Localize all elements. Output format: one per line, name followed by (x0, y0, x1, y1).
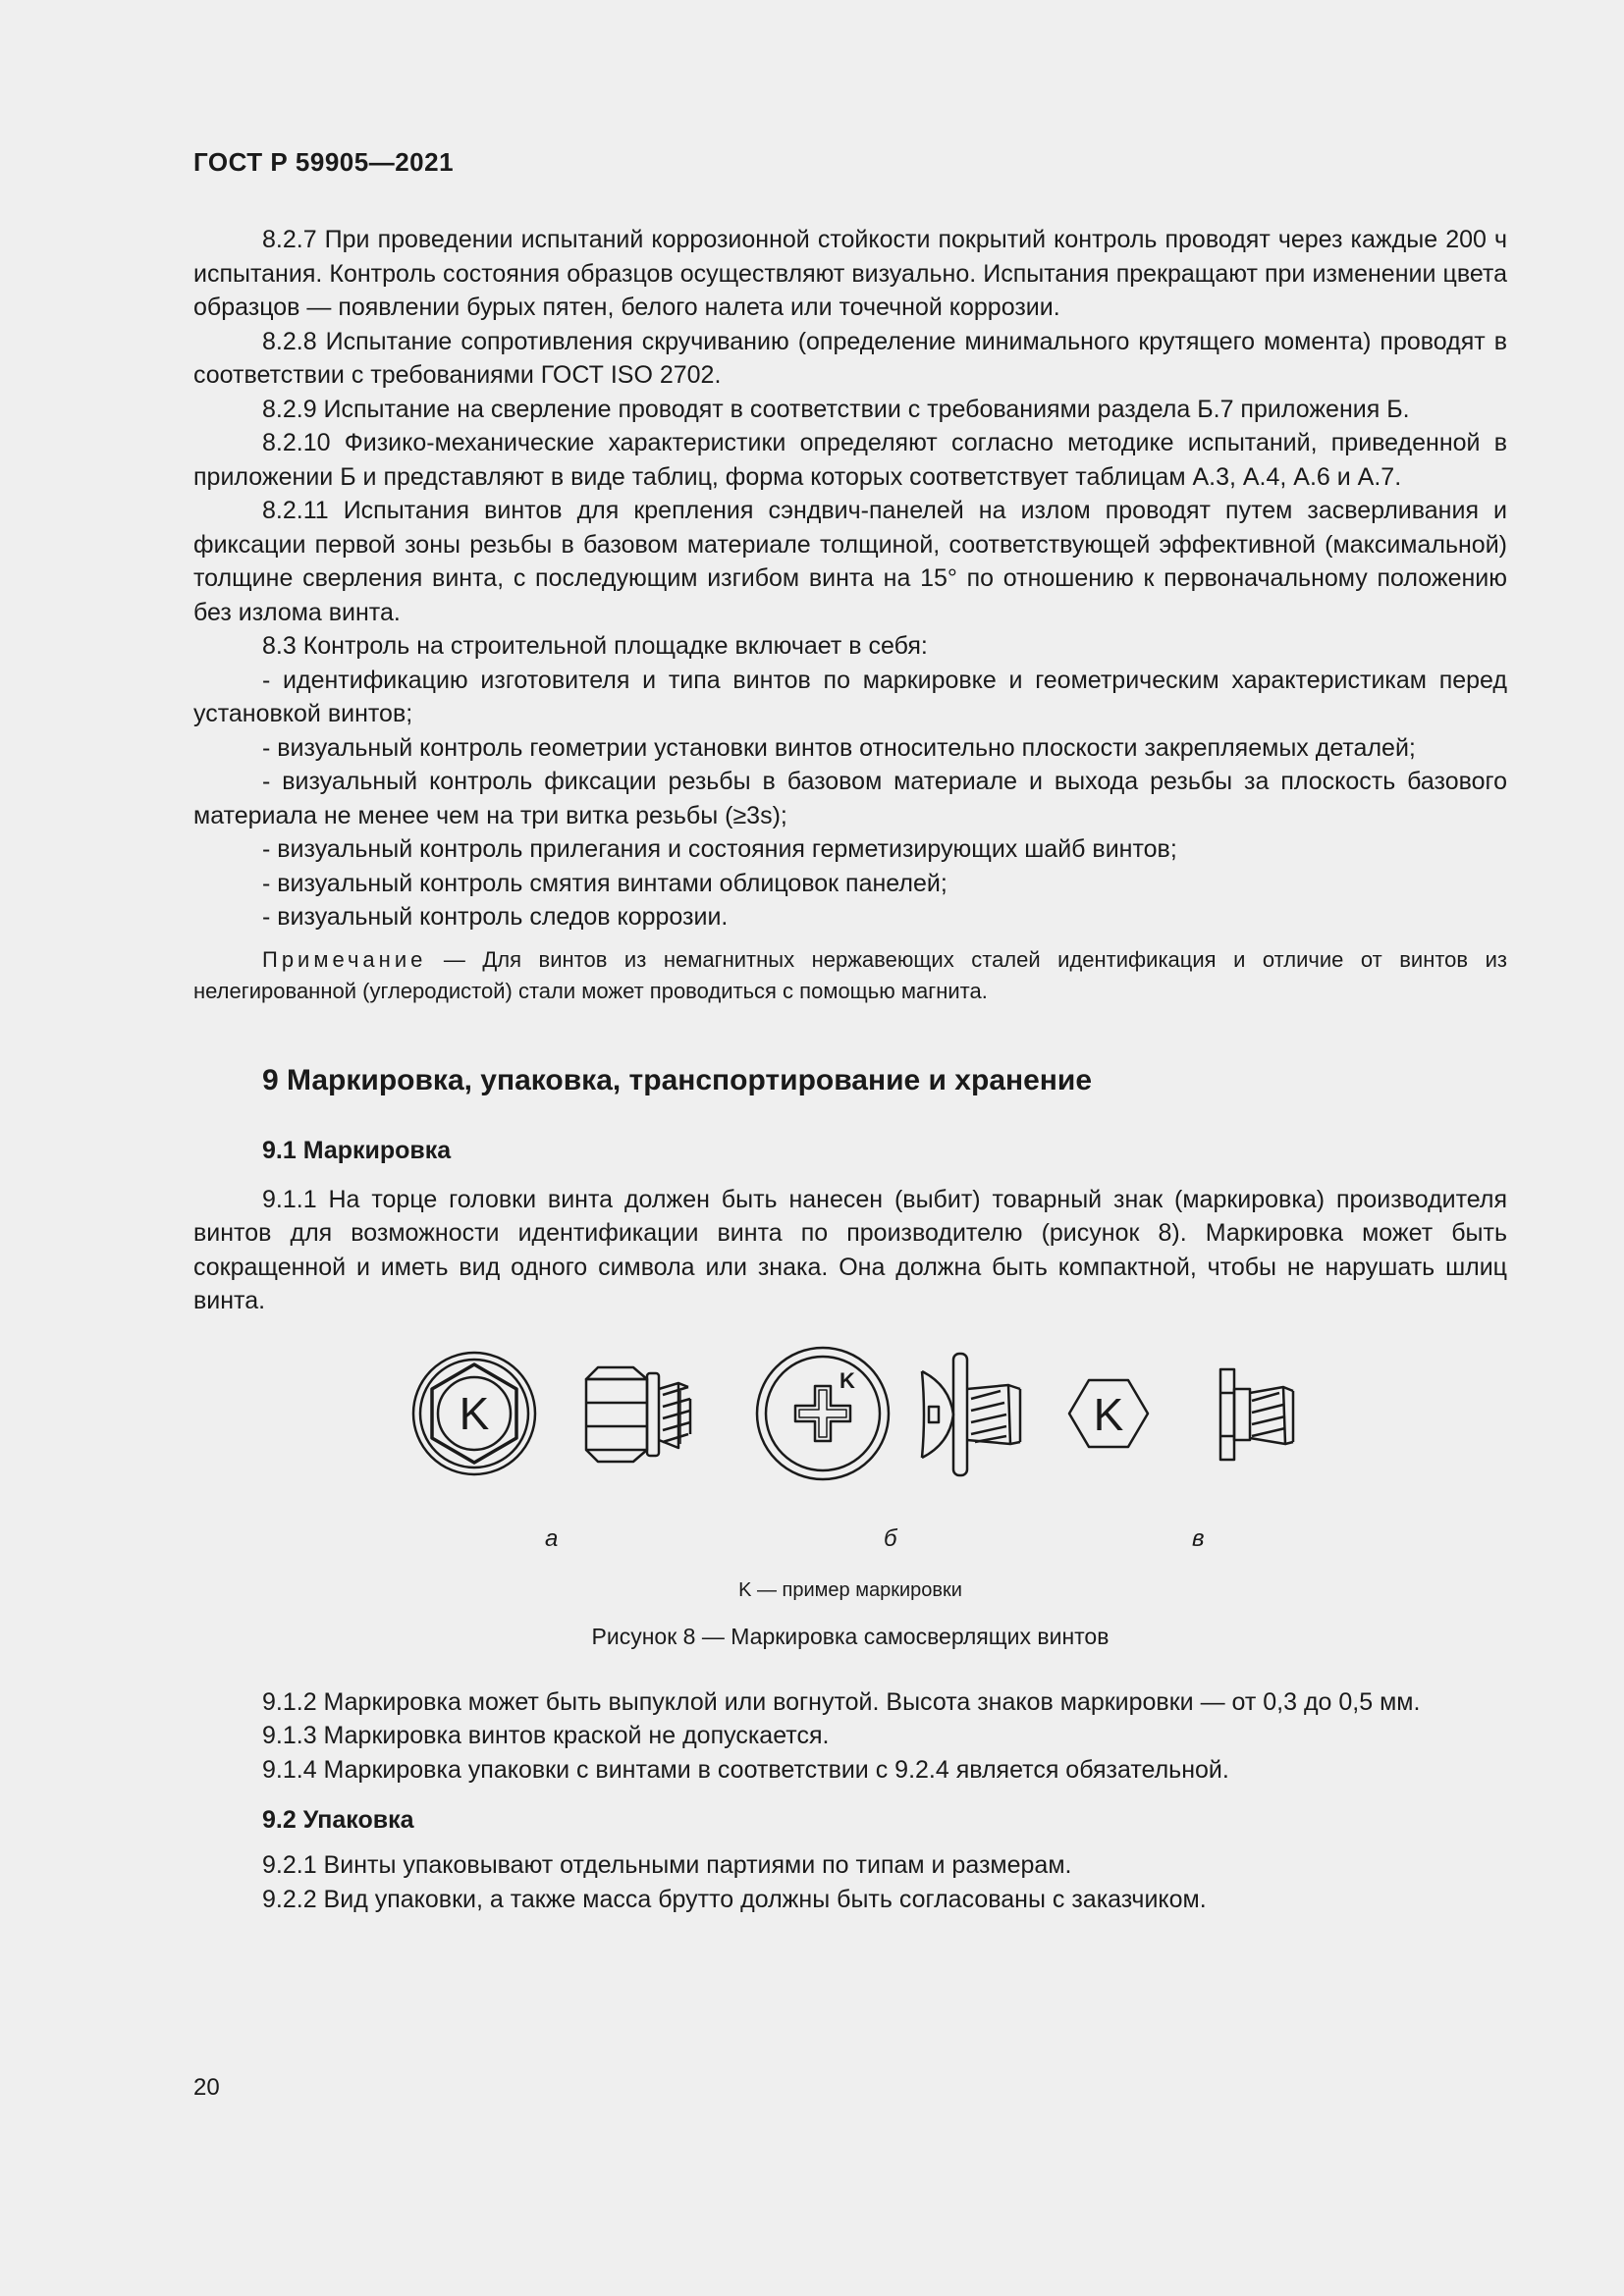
paragraph-9-1-2: 9.1.2 Маркировка может быть выпуклой или вогнутой. Высота знаков маркировки — от 0,3 до 0,5 мм. (262, 1687, 1421, 1716)
mark-letter: K (459, 1387, 490, 1439)
paragraph-8-2-10: 8.2.10 Физико-механические характеристики определяют согласно методике испытаний, приведенной в приложении Б и представляют в виде таблиц, форма которых соответствует таблицам А.3, А.4, А.6 и А.7. (193, 429, 1507, 491)
list-item: - визуальный контроль следов коррозии. (262, 903, 729, 931)
paragraph-8-2-9: 8.2.9 Испытание на сверление проводят в соответствии с требованиями раздела Б.7 приложения Б. (262, 395, 1410, 423)
figure-label-a: а (545, 1524, 559, 1552)
paragraph-8-2-7: 8.2.7 При проведении испытаний коррозионной стойкости покрытий контроль проводят через каждые 200 ч испытания. Контроль состояния образцов осуществляют визуально. Испытания прекращают при изменении цвета образцов — появлении бурых пятен, белого налета или точечной коррозии. (193, 226, 1507, 321)
list-item: - идентификацию изготовителя и типа винтов по маркировке и геометрическим характеристикам перед установкой винтов; (193, 666, 1507, 727)
paragraph-8-2-8: 8.2.8 Испытание сопротивления скручиванию (определение минимального крутящего момента) проводят в соответствии с требованиями ГОСТ ISO 2702. (193, 327, 1507, 389)
figure-8 (193, 1346, 1507, 1570)
screw-c-side-view (1220, 1369, 1293, 1460)
screw-a-head-top-view (413, 1353, 535, 1474)
paragraph-8-3: 8.3 Контроль на строительной площадке включает в себя: (262, 632, 928, 660)
note-text: — Для винтов из немагнитных нержавеющих сталей идентификация и отличие от винтов из нелегированной (углеродистой) стали может проводиться с помощью магнита. (193, 946, 1507, 1003)
figure-caption: Рисунок 8 — Маркировка самосверлящих винтов (591, 1623, 1110, 1649)
list-item: - визуальный контроль геометрии установки винтов относительно плоскости закрепляемых деталей; (262, 733, 1416, 762)
screw-b-side-view (922, 1354, 1020, 1475)
page-content (193, 223, 1507, 1916)
subsection-title-9-2: 9.2 Упаковка (262, 1806, 414, 1834)
screw-drawings (193, 1346, 1507, 1570)
list-item: - визуальный контроль прилегания и состояния герметизирующих шайб винтов; (262, 835, 1177, 863)
screw-b-head-top-view (757, 1348, 889, 1479)
paragraph-9-2-2: 9.2.2 Вид упаковки, а также масса брутто должны быть согласованы с заказчиком. (262, 1885, 1207, 1913)
subsection-title-9-1: 9.1 Маркировка (262, 1136, 452, 1164)
paragraph-9-1-1: 9.1.1 На торце головки винта должен быть нанесен (выбит) товарный знак (маркировка) производителя винтов для возможности идентификации винта по производителю (рисунок 8). Маркировка может быть сокращенной и иметь вид одного символа или знака. Она должна быть компактной, чтобы не нарушать шлиц винта. (193, 1185, 1507, 1314)
list-item: - визуальный контроль фиксации резьбы в базовом материале и выхода резьбы за плоскость базового материала не менее чем на три витка резьбы (≥3s); (193, 768, 1507, 829)
list-item: - визуальный контроль смятия винтами облицовок панелей; (262, 869, 947, 897)
document-header: ГОСТ Р 59905—2021 (193, 147, 455, 177)
screw-c-head-top-view (1069, 1380, 1148, 1447)
paragraph-9-1-4: 9.1.4 Маркировка упаковки с винтами в соответствии с 9.2.4 является обязательной. (262, 1755, 1229, 1784)
page-number: 20 (193, 2074, 220, 2101)
note (193, 944, 1507, 1007)
note-label: Примечание (262, 946, 427, 972)
paragraph-8-2-11: 8.2.11 Испытания винтов для крепления сэндвич-панелей на излом проводят путем засверливания и фиксации первой зоны резьбы в базовом материале толщиной, соответствующей эффективной (максимальной) толщине сверления винта, с последующим изгибом винта на 15° по отношению к первоначальному положению без излома винта. (193, 497, 1507, 626)
screw-a-side-view (586, 1367, 690, 1462)
figure-label-b: б (884, 1524, 897, 1552)
mark-letter: K (1093, 1388, 1124, 1440)
mark-letter: K (839, 1367, 855, 1393)
figure-legend: K — пример маркировки (738, 1578, 962, 1601)
section-title-9: 9 Маркировка, упаковка, транспортирование и хранение (262, 1063, 1093, 1096)
paragraph-9-1-3: 9.1.3 Маркировка винтов краской не допускается. (262, 1722, 830, 1749)
paragraph-9-2-1: 9.2.1 Винты упаковывают отдельными партиями по типам и размерам. (262, 1851, 1072, 1879)
figure-label-c: в (1192, 1524, 1205, 1552)
